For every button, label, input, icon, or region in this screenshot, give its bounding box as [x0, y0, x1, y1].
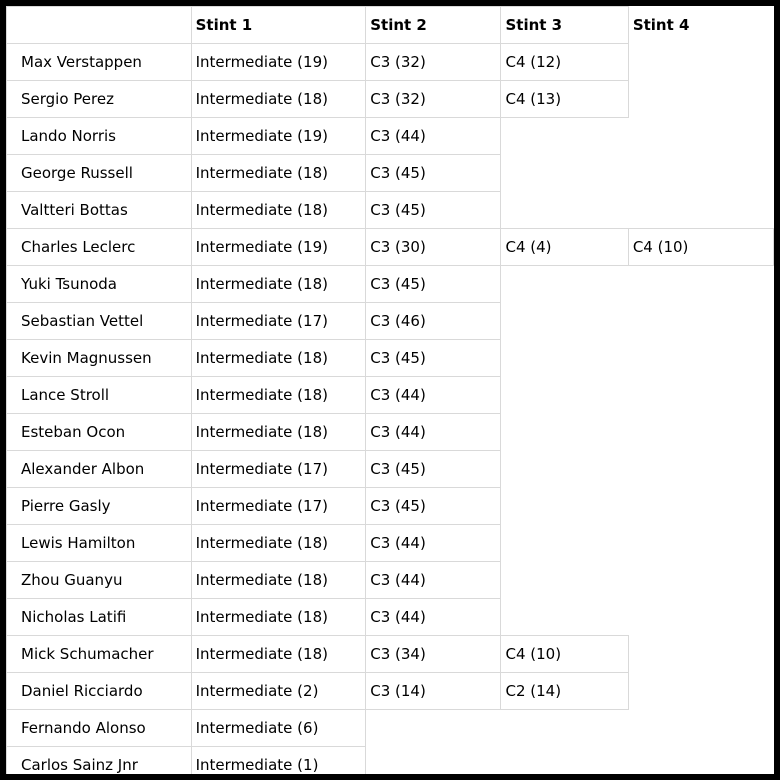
stint-2-cell: C3 (45): [366, 488, 501, 525]
table-row: [7, 673, 774, 710]
stint-1-cell: Intermediate (19): [191, 44, 366, 81]
table-row: [7, 525, 774, 562]
stint-2-cell: C3 (45): [366, 192, 501, 229]
table-row: [7, 44, 774, 81]
stint-2-cell: C3 (44): [366, 414, 501, 451]
driver-name-cell: Mick Schumacher: [7, 636, 192, 673]
table-row: [7, 303, 774, 340]
empty-cell: [501, 488, 628, 525]
table-row: [7, 488, 774, 525]
stint-2-cell: C3 (45): [366, 266, 501, 303]
table-row: [7, 377, 774, 414]
table-row: [7, 229, 774, 266]
driver-name-cell: Pierre Gasly: [7, 488, 192, 525]
stint-2-cell: C3 (44): [366, 118, 501, 155]
stint-2-cell: C3 (30): [366, 229, 501, 266]
table-row: [7, 747, 774, 775]
driver-name-cell: Valtteri Bottas: [7, 192, 192, 229]
stint-1-cell: Intermediate (18): [191, 525, 366, 562]
stint-1-cell: Intermediate (18): [191, 81, 366, 118]
stint-2-cell: C3 (44): [366, 377, 501, 414]
stint-3-cell: C2 (14): [501, 673, 628, 710]
stint-2-cell: C3 (45): [366, 451, 501, 488]
empty-cell: [501, 525, 628, 562]
empty-cell: [628, 44, 773, 81]
stint-1-cell: Intermediate (18): [191, 155, 366, 192]
empty-cell: [628, 636, 773, 673]
table-row: [7, 81, 774, 118]
driver-name-cell: Alexander Albon: [7, 451, 192, 488]
table-row: [7, 562, 774, 599]
stint-2-cell: C3 (44): [366, 562, 501, 599]
tyre-stint-table-frame: [6, 6, 774, 774]
stint-1-cell: Intermediate (2): [191, 673, 366, 710]
driver-name-cell: Fernando Alonso: [7, 710, 192, 747]
stint-3-cell: C4 (12): [501, 44, 628, 81]
driver-name-cell: Charles Leclerc: [7, 229, 192, 266]
empty-cell: [501, 562, 628, 599]
table-row: [7, 599, 774, 636]
empty-cell: [628, 340, 773, 377]
stint-1-cell: Intermediate (18): [191, 266, 366, 303]
empty-cell: [501, 303, 628, 340]
stint-3-cell: C4 (10): [501, 636, 628, 673]
driver-name-cell: Lance Stroll: [7, 377, 192, 414]
stint-2-cell: C3 (44): [366, 599, 501, 636]
stint-1-cell: Intermediate (19): [191, 229, 366, 266]
table-row: [7, 155, 774, 192]
driver-name-cell: Daniel Ricciardo: [7, 673, 192, 710]
header-stint-2: Stint 2: [366, 7, 501, 44]
header-stint-1: Stint 1: [191, 7, 366, 44]
stint-1-cell: Intermediate (18): [191, 340, 366, 377]
stint-1-cell: Intermediate (1): [191, 747, 366, 775]
stint-2-cell: C3 (32): [366, 81, 501, 118]
stint-1-cell: Intermediate (18): [191, 599, 366, 636]
empty-cell: [501, 599, 628, 636]
table-row: [7, 266, 774, 303]
driver-name-cell: Carlos Sainz Jnr: [7, 747, 192, 775]
empty-cell: [501, 340, 628, 377]
table-row: [7, 414, 774, 451]
stint-1-cell: Intermediate (17): [191, 451, 366, 488]
table-row: [7, 118, 774, 155]
empty-cell: [628, 118, 773, 155]
empty-cell: [501, 118, 628, 155]
table-body: [7, 44, 774, 775]
stint-2-cell: C3 (45): [366, 155, 501, 192]
table-row: [7, 451, 774, 488]
stint-1-cell: Intermediate (17): [191, 488, 366, 525]
empty-cell: [501, 377, 628, 414]
header-stint-3: Stint 3: [501, 7, 628, 44]
driver-name-cell: Max Verstappen: [7, 44, 192, 81]
table-row: [7, 636, 774, 673]
table-row: [7, 710, 774, 747]
empty-cell: [628, 488, 773, 525]
empty-cell: [366, 747, 501, 775]
header-stint-4: Stint 4: [632, 16, 690, 34]
stint-2-cell: C3 (32): [366, 44, 501, 81]
tyre-stint-table: [6, 6, 774, 774]
empty-cell: [501, 192, 628, 229]
empty-cell: [628, 155, 773, 192]
empty-cell: [628, 747, 773, 775]
stint-3-cell: C4 (13): [501, 81, 628, 118]
empty-cell: [628, 525, 773, 562]
stint-1-cell: Intermediate (18): [191, 192, 366, 229]
driver-name-cell: Yuki Tsunoda: [7, 266, 192, 303]
stint-2-cell: C3 (46): [366, 303, 501, 340]
stint-1-cell: Intermediate (17): [191, 303, 366, 340]
empty-cell: [628, 673, 773, 710]
empty-cell: [501, 710, 628, 747]
empty-cell: [501, 414, 628, 451]
empty-cell: [366, 710, 501, 747]
stint-1-cell: Intermediate (19): [191, 118, 366, 155]
header-row: [7, 7, 774, 44]
stint-4-cell: C4 (10): [628, 229, 773, 266]
table-row: [7, 340, 774, 377]
header-driver: [7, 7, 192, 44]
stint-1-cell: Intermediate (18): [191, 414, 366, 451]
stint-2-cell: C3 (45): [366, 340, 501, 377]
driver-name-cell: Nicholas Latifi: [7, 599, 192, 636]
empty-cell: [628, 599, 773, 636]
driver-name-cell: Sergio Perez: [7, 81, 192, 118]
empty-cell: [628, 81, 773, 118]
stint-2-cell: C3 (14): [366, 673, 501, 710]
table-row: [7, 192, 774, 229]
empty-cell: [628, 266, 773, 303]
driver-name-cell: Sebastian Vettel: [7, 303, 192, 340]
empty-cell: [501, 747, 628, 775]
stint-1-cell: Intermediate (6): [191, 710, 366, 747]
empty-cell: [501, 451, 628, 488]
empty-cell: [501, 266, 628, 303]
stint-2-cell: C3 (44): [366, 525, 501, 562]
driver-name-cell: Kevin Magnussen: [7, 340, 192, 377]
stint-1-cell: Intermediate (18): [191, 562, 366, 599]
empty-cell: [628, 414, 773, 451]
stint-3-cell: C4 (4): [501, 229, 628, 266]
empty-cell: [628, 562, 773, 599]
empty-cell: [628, 377, 773, 414]
driver-name-cell: Lando Norris: [7, 118, 192, 155]
empty-cell: [628, 710, 773, 747]
driver-name-cell: Lewis Hamilton: [7, 525, 192, 562]
empty-cell: [628, 451, 773, 488]
driver-name-cell: George Russell: [7, 155, 192, 192]
driver-name-cell: Zhou Guanyu: [7, 562, 192, 599]
stint-1-cell: Intermediate (18): [191, 377, 366, 414]
stint-1-cell: Intermediate (18): [191, 636, 366, 673]
empty-cell: [628, 192, 773, 229]
empty-cell: [628, 303, 773, 340]
empty-cell: [501, 155, 628, 192]
stint-2-cell: C3 (34): [366, 636, 501, 673]
driver-name-cell: Esteban Ocon: [7, 414, 192, 451]
